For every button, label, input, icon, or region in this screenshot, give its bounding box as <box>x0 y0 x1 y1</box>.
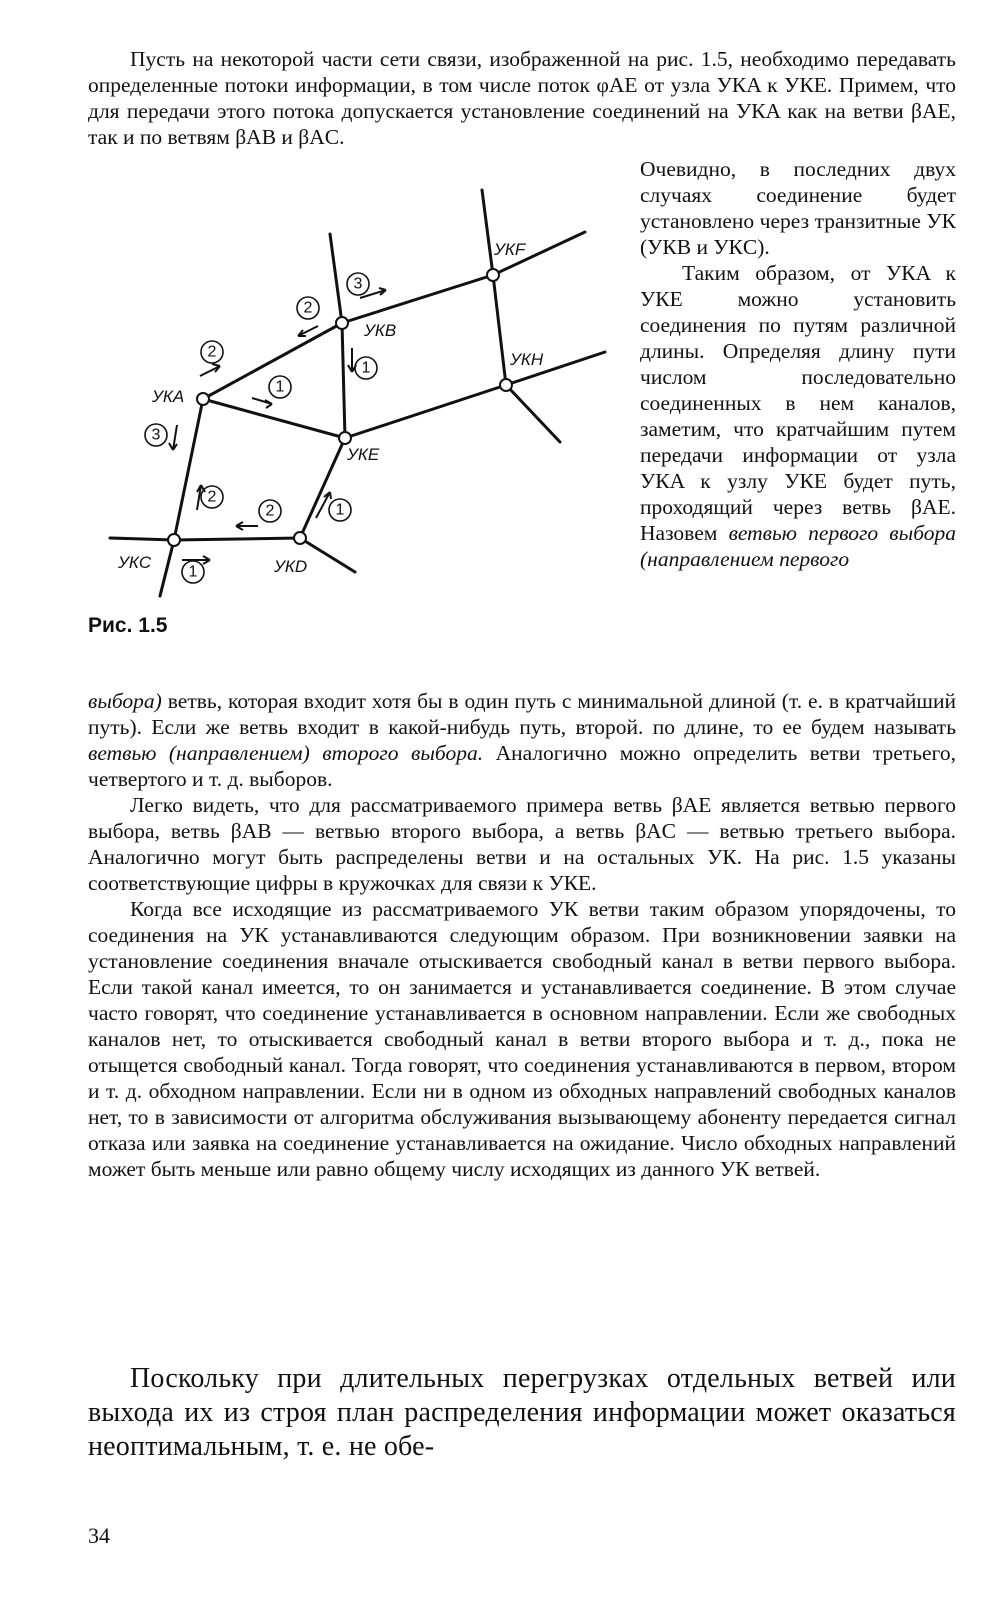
edge-C-D <box>174 538 300 540</box>
large-print-paragraph <box>88 1362 956 1464</box>
edge-B-F <box>342 275 493 323</box>
definition-plain-1: ветвь, которая входит хотя бы в один путь с минимальной длиной (т. е. в кратчайший путь). Если же ветвь входит в какой-нибудь путь, второй. по длине, то ее будем называть <box>88 689 956 739</box>
paragraph-side1: Очевидно, в последних двух случаях соединение будет установлено через транзитные УК (УКB и УКC). <box>640 157 956 259</box>
edge-F-up <box>482 190 493 275</box>
node-labels <box>117 240 544 576</box>
edge-C-left <box>110 538 174 540</box>
edge-D-E <box>300 438 345 538</box>
marker-BA <box>297 297 319 336</box>
marker-BE <box>348 348 377 379</box>
label-node-F: УКF <box>494 240 526 259</box>
definition-plain-2: Аналогично можно определить ветви третьего, четвертого и т. д. выборов. <box>88 741 956 791</box>
label-node-D: УКD <box>274 557 308 576</box>
marker-AC <box>145 424 177 450</box>
edge-B-up <box>330 234 342 323</box>
network-figure <box>60 180 640 620</box>
definition-italic-2: ветвью (направлением) второго выбора. <box>88 741 484 765</box>
edge-H-down <box>506 385 560 442</box>
edge-B-E <box>342 323 345 438</box>
marker-CA <box>197 485 223 510</box>
svg-text:1: 1 <box>188 563 198 581</box>
svg-text:1: 1 <box>361 359 371 377</box>
intro-paragraph <box>88 46 956 150</box>
svg-text:1: 1 <box>335 501 345 519</box>
edge-A-B <box>203 323 342 399</box>
svg-text:2: 2 <box>207 343 217 361</box>
side2-plain: Таким образом, от УКA к УКE можно установить соединения по путям различной длины. Определяя длину пути числом последовательно соединенных в нем каналов, заметим, что кратчайшим путем передачи информации от узла УКA к узлу УКE будет путь, проходящий через ветвь βAE. Назовем <box>640 261 956 545</box>
marker-BF <box>347 273 386 298</box>
edge-C-down <box>160 540 174 596</box>
label-node-E: УКE <box>347 445 380 464</box>
marker-AB <box>200 341 223 376</box>
edges <box>110 190 605 596</box>
svg-text:1: 1 <box>275 378 285 396</box>
svg-text:3: 3 <box>353 275 363 293</box>
label-node-H: УКH <box>510 350 544 369</box>
page-number: 34 <box>88 1523 110 1548</box>
node-E <box>339 432 351 444</box>
paragraph-intro: Пусть на некоторой части сети связи, изображенной на рис. 1.5, необходимо передавать определенные потоки информации, в том числе поток φAE от узла УКA к УКE. Примем, что для передачи этого потока допускается установление соединений на УКA как на ветви βAE, так и по ветвям βAB и βAC. <box>88 47 956 149</box>
label-node-B: УКB <box>364 321 397 340</box>
edge-A-E <box>203 399 345 438</box>
marker-DE <box>316 492 351 521</box>
label-node-C: УКC <box>118 553 152 572</box>
paragraph-when: Когда все исходящие из рассматриваемого УК ветви таким образом упорядочены, то соединения на УК устанавливаются следующим образом. При возникновении заявки на установление соединения вначале отыскивается свободный канал в ветви первого выбора. Если такой канал имеется, то он занимается и устанавливается соединение. В этом случае часто говорят, что соединение устанавливается в основном направлении. Если же свободных каналов нет, то отыскивается свободный канал в ветви второго выбора и т. д., пока не отыщется свободный канал. Тогда говорят, что соединения устанавливаются в первом, втором и т. д. обходном направлении. Если ни в одном из обходных направлений свободных каналов нет, то в зависимости от алгоритма обслуживания вызывающему абоненту передается сигнал отказа или заявка на соединение устанавливается на ожидание. Число обходных направлений может быть меньше или равно общему числу исходящих из данного УК ветвей. <box>88 897 956 1181</box>
paragraph-easy: Легко видеть, что для рассматриваемого примера ветвь βAE является ветвью первого выбора, ветвь βAB — ветвью второго выбора, а ветвь βAC — ветвью третьего выбора. Аналогично могут быть распределены ветви и на остальных УК. На рис. 1.5 указаны соответствующие цифры в кружочках для связи к УКE. <box>88 793 956 895</box>
label-node-A: УКA <box>152 387 185 406</box>
edge-A-C <box>174 399 203 540</box>
marker-CD <box>182 556 210 583</box>
figure-caption: Рис. 1.5 <box>88 614 168 637</box>
definition-italic-1: выбора) <box>88 689 162 713</box>
paragraph-side2 <box>640 260 956 572</box>
main-text <box>88 688 956 1182</box>
node-B <box>336 317 348 329</box>
edge-H-E <box>345 385 506 438</box>
side-column <box>640 156 956 572</box>
marker-DC <box>236 500 281 530</box>
paragraph-definition <box>88 688 956 792</box>
node-C <box>168 534 180 546</box>
marker-AE <box>252 376 291 408</box>
svg-text:2: 2 <box>303 299 313 317</box>
edge-F-H <box>493 275 506 385</box>
paragraph-big: Поскольку при длительных перегрузках отдельных ветвей или выхода их из строя план распределения информации может оказаться неоптимальным, т. е. не обе- <box>88 1363 956 1462</box>
svg-text:2: 2 <box>265 502 275 520</box>
node-A <box>197 393 209 405</box>
svg-text:2: 2 <box>207 488 217 506</box>
svg-text:3: 3 <box>151 426 161 444</box>
node-H <box>500 379 512 391</box>
node-D <box>294 532 306 544</box>
edge-D-down <box>300 538 355 572</box>
node-F <box>487 269 499 281</box>
side2-italic: ветвью первого выбора (направлением первого <box>640 521 956 571</box>
